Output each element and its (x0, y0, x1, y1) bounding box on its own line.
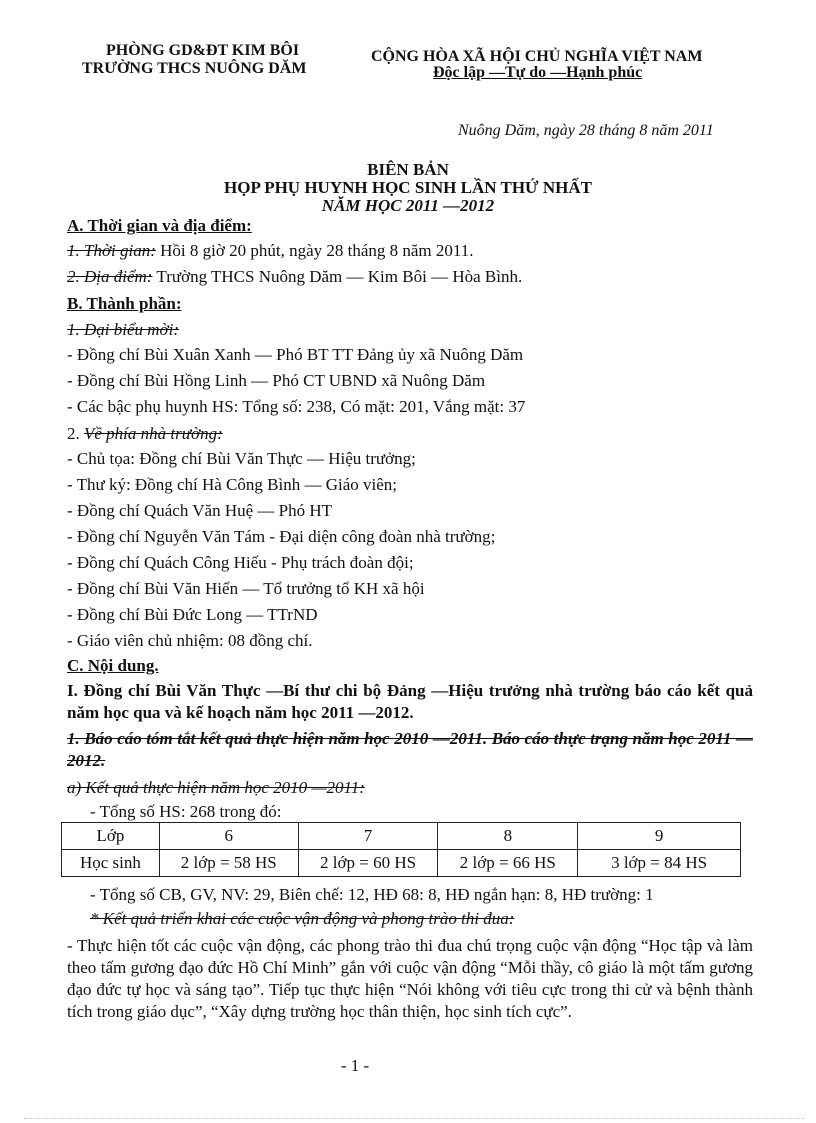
table-cell: 2 lớp = 60 HS (298, 850, 438, 877)
time-line (67, 238, 474, 264)
school-label-num: 2. (67, 424, 84, 443)
table-cell: Học sinh (62, 850, 160, 877)
table-cell: 2 lớp = 66 HS (438, 850, 578, 877)
table-cell: 8 (438, 823, 578, 850)
school-year: NĂM HỌC 2011 —2012 (321, 196, 495, 215)
school-member: - Đồng chí Bùi Văn Hiển — Tổ trưởng tổ KH xã hội (67, 579, 425, 598)
school-member: - Đồng chí Bùi Đức Long — TTrND (67, 605, 318, 624)
table-header-row (62, 823, 741, 850)
dept-name: PHÒNG GD&ĐT KIM BÔI (106, 42, 300, 59)
table-cell: 3 lớp = 84 HS (578, 850, 741, 877)
table-cell: Lớp (62, 823, 160, 850)
doc-title: BIÊN BẢN (367, 160, 449, 179)
movement-label: * Kết quả triển khai các cuộc vận động và phong trào thi đua: (90, 909, 515, 928)
place-text: Trường THCS Nuông Dăm — Kim Bôi — Hòa Bình. (152, 267, 523, 286)
staff-line: - Tổng số CB, GV, NV: 29, Biên chế: 12, HĐ 68: 8, HĐ ngắn hạn: 8, HĐ trường: 1 (90, 885, 654, 904)
section-c-heading: C. Nội dung. (67, 656, 159, 675)
school-member: - Thư ký: Đồng chí Hà Công Bình — Giáo viên; (67, 475, 397, 494)
page-number: - 1 - (340, 1056, 370, 1075)
section-b-heading: B. Thành phần: (67, 294, 182, 313)
school-member: - Đồng chí Quách Văn Huệ — Phó HT (67, 501, 333, 520)
school-member: - Đồng chí Nguyễn Văn Tám - Đại diện công đoàn nhà trường; (67, 527, 496, 546)
guest-item: - Các bậc phụ huynh HS: Tổng số: 238, Có mặt: 201, Vắng mặt: 37 (67, 397, 526, 416)
table-cell: 9 (578, 823, 741, 850)
school-member: - Giáo viên chủ nhiệm: 08 đồng chí. (67, 631, 313, 650)
date-line: Nuông Dăm, ngày 28 tháng 8 năm 2011 (458, 122, 714, 139)
school-member: - Đồng chí Quách Công Hiếu - Phụ trách đoàn đội; (67, 553, 414, 572)
table-cell: 7 (298, 823, 438, 850)
table-row (62, 850, 741, 877)
guest-item: - Đồng chí Bùi Hồng Linh — Phó CT UBND xã Nuông Dăm (67, 371, 486, 390)
page-divider (24, 1118, 804, 1119)
national-motto: Độc lập —Tự do —Hạnh phúc (433, 64, 643, 81)
section-a-heading: A. Thời gian và địa điểm: (67, 216, 252, 235)
school-member: - Chủ tọa: Đồng chí Bùi Văn Thực — Hiệu trưởng; (67, 449, 416, 468)
national-title: CỘNG HÒA XÃ HỘI CHỦ NGHĨA VIỆT NAM (371, 48, 703, 65)
place-line (67, 264, 522, 290)
time-label: 1. Thời gian: (67, 241, 156, 260)
table-cell: 6 (159, 823, 298, 850)
report-item-1: I. Đồng chí Bùi Văn Thực —Bí thư chi bộ Đảng —Hiệu trưởng nhà trường báo cáo kết quả năm học qua và kế hoạch năm học 2011 —2012. (67, 681, 753, 722)
report-sub-1: 1. Báo cáo tóm tắt kết quả thực hiện năm học 2010 —2011. Báo cáo thực trạng năm học 2011 —2012. (67, 729, 753, 770)
time-text: Hồi 8 giờ 20 phút, ngày 28 tháng 8 năm 2011. (155, 241, 474, 260)
total-students: - Tổng số HS: 268 trong đó: (90, 802, 282, 821)
school-name: TRƯỜNG THCS NUÔNG DĂM (82, 60, 307, 77)
table-cell: 2 lớp = 58 HS (159, 850, 298, 877)
guest-item: - Đồng chí Bùi Xuân Xanh — Phó BT TT Đảng ủy xã Nuông Dăm (67, 345, 524, 364)
movement-paragraph: - Thực hiện tốt các cuộc vận động, các phong trào thi đua chú trọng cuộc vận động “Học tập và làm theo tấm gương đạo đức Hồ Chí Minh” gắn với cuộc vận động “Mỗi thầy, cô giáo là một tấm gương đạo đức tự học và sáng tạo”. Tiếp tục thực hiện “Nói không với tiêu cực trong thi cử và bệnh thành tích trong giáo dục”, “Xây dựng trường học thân thiện, học sinh tích cực”. (67, 936, 753, 1021)
school-label: Về phía nhà trường: (84, 424, 223, 443)
result-label: a) Kết quả thực hiện năm học 2010 —2011: (67, 778, 365, 797)
doc-subtitle: HỌP PHỤ HUYNH HỌC SINH LẦN THỨ NHẤT (224, 178, 592, 197)
school-label-line (67, 424, 223, 444)
guests-label: 1. Đại biểu mời: (67, 320, 180, 339)
student-table (61, 822, 741, 877)
place-label: 2. Địa điểm: (67, 267, 153, 286)
